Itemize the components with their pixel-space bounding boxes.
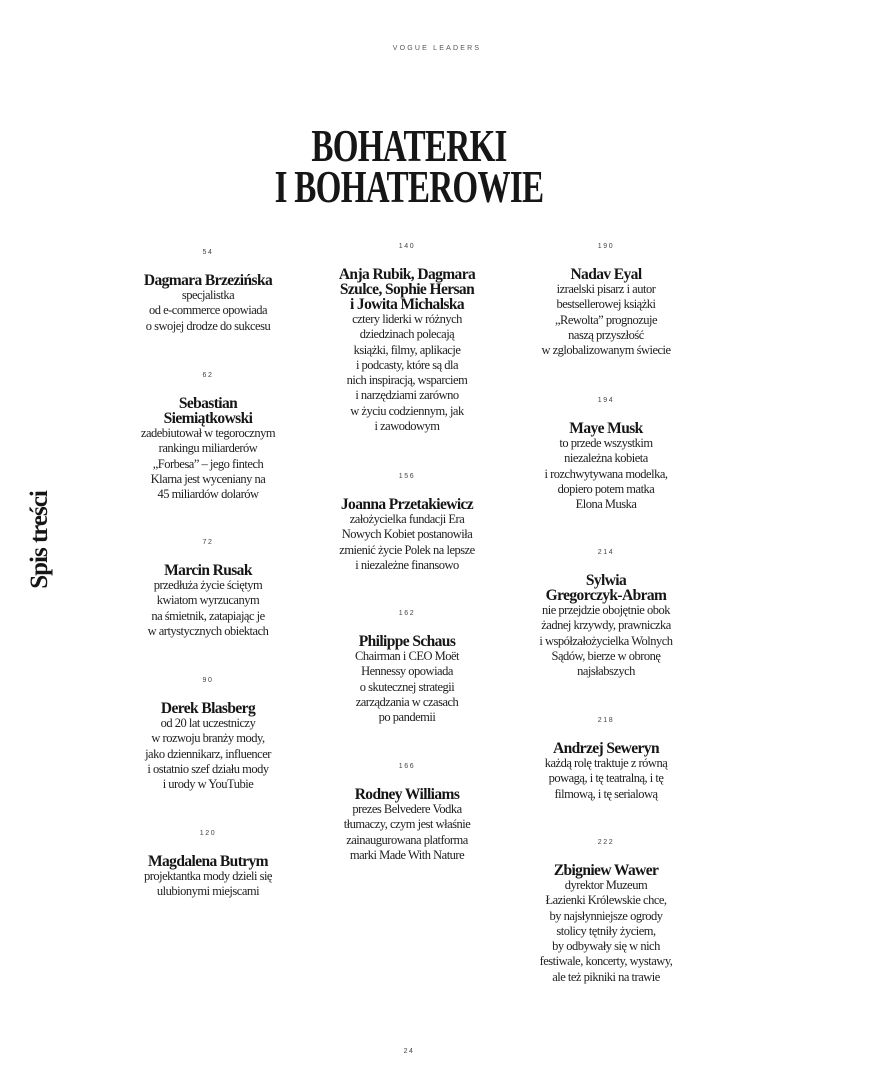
toc-description-line: i współzałożycielka Wolnych <box>539 633 673 648</box>
toc-page-number: 214 <box>597 549 615 556</box>
toc-entry <box>317 472 497 573</box>
toc-description-line: powagą, i tę teatralną, i tę <box>548 771 664 786</box>
toc-person-name-line: Dagmara Brzezińska <box>143 272 273 289</box>
toc-description-line: Łazienki Królewskie chce, <box>545 893 667 908</box>
toc-description-line: festiwale, koncerty, wystawy, <box>539 954 673 969</box>
toc-description-line: w zglobalizowanym świecie <box>541 343 671 358</box>
toc-description-line: dyrektor Muzeum <box>564 878 648 892</box>
toc-description-line: i niezależne finansowo <box>355 557 459 572</box>
toc-description-line: i zawodowym <box>374 419 440 434</box>
toc-person-name-line: Szulce, Sophie Hersan <box>339 281 475 298</box>
toc-page-number: 72 <box>202 539 214 546</box>
page-title-line-1: BOHATERKI <box>311 120 507 171</box>
toc-description-line: kwiatom wyrzucanym <box>156 593 260 608</box>
toc-person-name <box>317 634 497 649</box>
toc-page-number: 140 <box>398 243 416 250</box>
toc-entry <box>118 829 298 900</box>
toc-description <box>516 436 696 512</box>
toc-entry <box>516 396 696 512</box>
toc-description-line: zainaugurowana platforma <box>346 832 468 847</box>
toc-page-number: 218 <box>597 717 615 724</box>
toc-person-name <box>516 741 696 756</box>
toc-page-number: 54 <box>202 249 214 256</box>
toc-entry <box>516 716 696 802</box>
toc-description-line: nie przejdzie obojętnie obok <box>542 603 670 617</box>
toc-person-name-line: Zbigniew Wawer <box>553 862 659 879</box>
toc-person-name <box>118 854 298 869</box>
toc-description <box>516 603 696 679</box>
toc-entry <box>516 838 696 985</box>
toc-description <box>118 578 298 639</box>
toc-person-name <box>317 267 497 312</box>
toc-person-name-line: Andrzej Seweryn <box>553 740 659 757</box>
toc-description-line: naszą przyszłość <box>568 327 644 342</box>
toc-page-number: 120 <box>199 830 217 837</box>
toc-person-name <box>118 563 298 578</box>
section-header: VOGUE LEADERS <box>392 45 482 52</box>
toc-description <box>317 312 497 434</box>
toc-entry <box>118 538 298 639</box>
toc-description-line: i podcasty, które są dla <box>355 357 459 372</box>
toc-description-line: Sądów, bierze w obronę <box>551 648 661 663</box>
toc-description <box>118 869 298 900</box>
toc-person-name-line: Rodney Williams <box>354 786 460 803</box>
toc-person-name <box>317 787 497 802</box>
page-number: 24 <box>403 1048 415 1055</box>
toc-description-line: „Rewolta” prognozuje <box>554 312 658 327</box>
toc-entry <box>317 762 497 863</box>
toc-person-name <box>118 396 298 426</box>
toc-entry <box>516 548 696 679</box>
toc-description-line: 45 miliardów dolarów <box>157 487 259 502</box>
toc-description-line: w artystycznych obiektach <box>147 623 269 638</box>
toc-description-line: i ostatnio szef działu mody <box>147 761 269 776</box>
toc-person-name <box>516 421 696 436</box>
toc-entry <box>317 242 497 434</box>
side-label: Spis treści <box>26 491 53 589</box>
page-title-line-2: I BOHATEROWIE <box>274 161 544 212</box>
toc-description-line: ulubionymi miejscami <box>156 884 260 899</box>
toc-description-line: i urody w YouTubie <box>162 777 254 792</box>
toc-description-line: od e-commerce opowiada <box>148 303 268 318</box>
toc-person-name <box>516 267 696 282</box>
toc-person-name-line: Maye Musk <box>569 420 643 437</box>
toc-entry <box>118 248 298 334</box>
toc-person-name-line: Gregorczyk-Abram <box>545 587 667 604</box>
toc-description-line: dziedzinach polecają <box>359 327 455 342</box>
toc-description-line: ale też pikniki na trawie <box>552 969 660 984</box>
toc-description-line: zmienić życie Polek na lepsze <box>339 542 475 557</box>
toc-entry <box>317 609 497 725</box>
toc-description-line: bestsellerowej książki <box>556 297 656 312</box>
toc-description-line: po pandemii <box>378 710 436 725</box>
toc-description-line: w rozwoju branży mody, <box>151 731 265 746</box>
toc-description-line: filmową, i tę serialową <box>554 786 658 801</box>
toc-person-name-line: Marcin Rusak <box>164 562 252 579</box>
toc-description-line: rankingu miliarderów <box>158 441 258 456</box>
toc-person-name-line: Philippe Schaus <box>358 633 456 650</box>
toc-description-line: by odbywały się w nich <box>552 939 660 954</box>
toc-person-name-line: Siemiątkowski <box>163 410 253 427</box>
toc-description <box>317 512 497 573</box>
toc-description-line: każdą rolę traktuje z równą <box>544 756 668 770</box>
toc-description-line: Nowych Kobiet postanowiła <box>341 527 473 542</box>
toc-page-number: 156 <box>398 473 416 480</box>
toc-person-name <box>516 573 696 603</box>
toc-person-name-line: Nadav Eyal <box>570 266 642 283</box>
toc-description-line: nich inspiracją, wsparciem <box>346 373 468 388</box>
toc-person-name-line: Anja Rubik, Dagmara <box>338 266 476 283</box>
toc-page-number: 222 <box>597 839 615 846</box>
toc-person-name-line: Sylwia <box>585 572 627 589</box>
toc-description-line: założycielka fundacji Era <box>349 512 465 526</box>
page-title <box>0 120 818 212</box>
toc-description-line: na śmietnik, zatapiając je <box>151 608 265 623</box>
toc-person-name <box>118 273 298 288</box>
toc-person-name <box>516 863 696 878</box>
toc-description-line: dopiero potem matka <box>557 481 655 496</box>
toc-page-number: 162 <box>398 610 416 617</box>
toc-description-line: cztery liderki w różnych <box>352 312 462 326</box>
toc-entry <box>516 242 696 358</box>
toc-person-name-line: i Jowita Michalska <box>349 296 465 313</box>
toc-description-line: to przede wszystkim <box>559 436 653 450</box>
toc-description <box>118 426 298 502</box>
toc-description-line: projektantka mody dzieli się <box>144 869 272 883</box>
toc-description <box>317 802 497 863</box>
toc-page-number: 190 <box>597 243 615 250</box>
toc-person-name-line: Derek Blasberg <box>160 700 256 717</box>
toc-description-line: niezależna kobieta <box>564 451 648 466</box>
toc-description-line: Hennessy opowiada <box>361 664 453 679</box>
toc-page-number: 166 <box>398 763 416 770</box>
toc-description-line: prezes Belvedere Vodka <box>352 802 462 816</box>
toc-description <box>118 288 298 334</box>
toc-description <box>516 282 696 358</box>
toc-description-line: izraelski pisarz i autor <box>556 282 656 296</box>
toc-description-line: Chairman i CEO Moët <box>354 649 460 663</box>
toc-page-number: 62 <box>202 372 214 379</box>
toc-description <box>516 878 696 985</box>
toc-description-line: Klarna jest wyceniany na <box>150 471 266 486</box>
toc-description-line: o swojej drodze do sukcesu <box>145 318 271 333</box>
toc-person-name <box>317 497 497 512</box>
toc-page-number: 90 <box>202 677 214 684</box>
toc-description-line: tłumaczy, czym jest właśnie <box>343 817 471 832</box>
toc-description-line: jako dziennikarz, influencer <box>145 746 271 761</box>
toc-description-line: i rozchwytywana modelka, <box>544 466 668 481</box>
toc-person-name-line: Magdalena Butrym <box>148 853 268 870</box>
toc-description-line: specjalistka <box>181 288 235 302</box>
toc-description-line: by najsłynniejsze ogrody <box>549 908 663 923</box>
toc-entry <box>118 371 298 502</box>
toc-description-line: najsłabszych <box>577 664 635 679</box>
toc-person-name <box>118 701 298 716</box>
toc-description-line: o skutecznej strategii <box>359 679 455 694</box>
toc-entry <box>118 676 298 792</box>
toc-description-line: od 20 lat uczestniczy <box>160 716 256 730</box>
toc-description <box>317 649 497 725</box>
toc-description-line: Elona Muska <box>575 497 637 512</box>
toc-description-line: żadnej krzywdy, prawniczka <box>541 618 671 633</box>
toc-description-line: zarządzania w czasach <box>355 694 459 709</box>
toc-description-line: zadebiutował w tegorocznym <box>140 426 276 440</box>
toc-description-line: marki Made With Nature <box>349 847 465 862</box>
toc-description-line: przedłuża życie ściętym <box>153 578 263 592</box>
toc-description-line: stolicy tętniły życiem, <box>556 923 656 938</box>
toc-person-name-line: Joanna Przetakiewicz <box>340 496 474 513</box>
toc-description <box>516 756 696 802</box>
toc-person-name-line: Sebastian <box>178 395 238 412</box>
toc-description-line: książki, filmy, aplikacje <box>353 342 461 357</box>
toc-description <box>118 716 298 792</box>
toc-page-number: 194 <box>597 397 615 404</box>
toc-description-line: „Forbesa” – jego fintech <box>152 456 264 471</box>
toc-description-line: w życiu codziennym, jak <box>350 403 464 418</box>
toc-description-line: i narzędziami zarówno <box>355 388 459 403</box>
